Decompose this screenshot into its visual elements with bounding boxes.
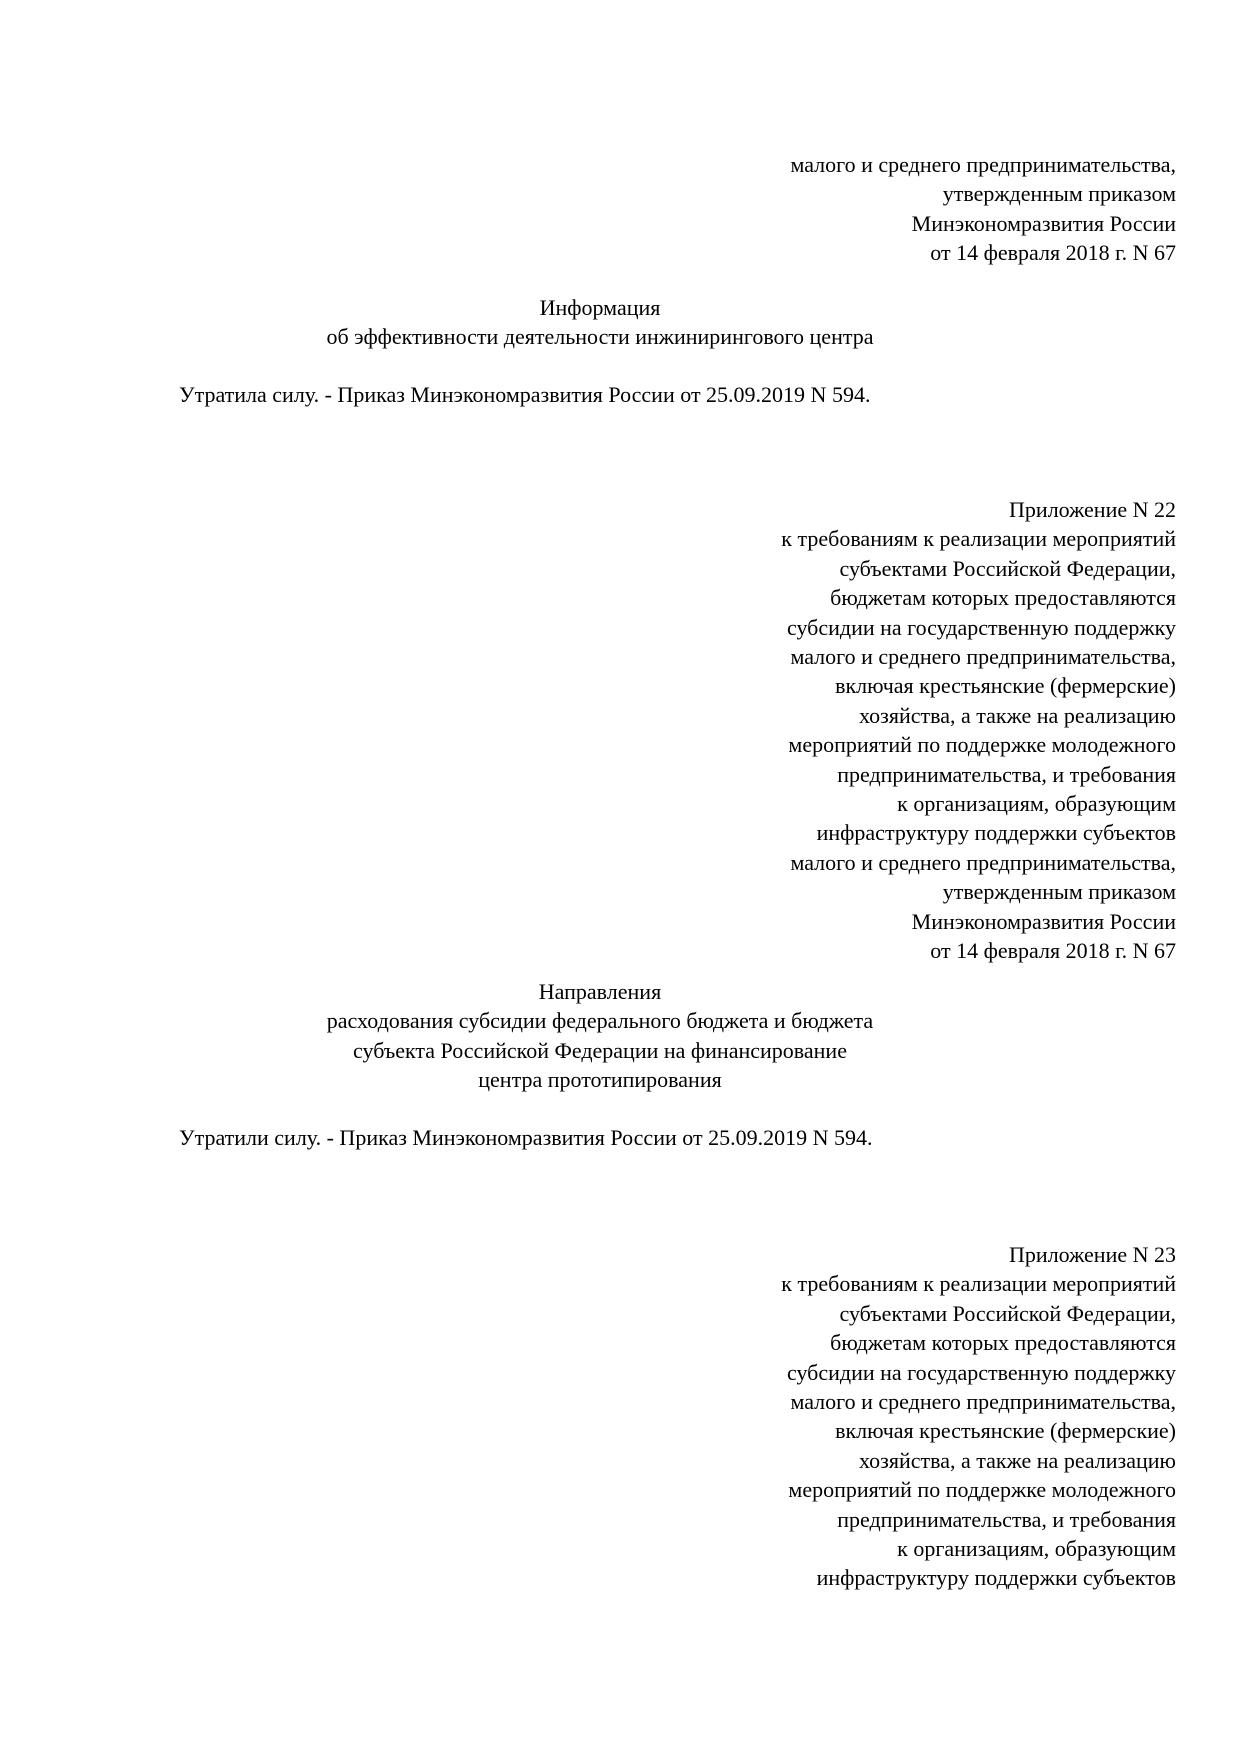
appendix22-line: инфраструктуру поддержки субъектов: [816, 820, 1176, 846]
appendix22-line: субсидии на государственную поддержку: [786, 614, 1176, 640]
top-approval-block: [790, 150, 1176, 268]
appendix23-line: малого и среднего предпринимательства,: [790, 1389, 1176, 1415]
appendix23-line: субсидии на государственную поддержку: [786, 1359, 1176, 1385]
appendix22-line: к организациям, образующим: [897, 791, 1176, 817]
appendix23-line: бюджетам которых предоставляются: [830, 1330, 1176, 1356]
section2-title-line: Направления: [538, 979, 662, 1004]
section1-repeal-note: Утратила силу. - Приказ Минэкономразвития России от 25.09.2019 N 594.: [179, 382, 871, 407]
appendix22-block: [781, 495, 1176, 966]
appendix22-line: предпринимательства, и требования: [837, 761, 1176, 787]
section2-title-line: расходования субсидии федерального бюджета и бюджета: [326, 1008, 874, 1034]
appendix22-line: утвержденным приказом: [942, 879, 1176, 905]
section1-title: [300, 293, 900, 352]
approval-line: Минэкономразвития России: [911, 210, 1176, 236]
appendix22-line: включая крестьянские (фермерские): [835, 673, 1176, 699]
approval-line: утвержденным приказом: [942, 181, 1176, 207]
appendix22-heading: Приложение N 22: [1009, 497, 1176, 522]
appendix23-line: включая крестьянские (фермерские): [835, 1418, 1176, 1444]
appendix22-line: малого и среднего предпринимательства,: [790, 849, 1176, 875]
section1-title-line: об эффективности деятельности инжинирингового центра: [326, 324, 874, 350]
appendix22-line: Минэкономразвития России: [911, 908, 1176, 934]
section2-repeal-note: Утратили силу. - Приказ Минэкономразвития России от 25.09.2019 N 594.: [179, 1125, 873, 1150]
appendix22-line: малого и среднего предпринимательства,: [790, 644, 1176, 670]
appendix23-heading: Приложение N 23: [1009, 1242, 1176, 1267]
appendix23-line: к организациям, образующим: [897, 1536, 1176, 1562]
appendix22-line: хозяйства, а также на реализацию: [859, 702, 1176, 728]
appendix23-line: предпринимательства, и требования: [837, 1506, 1176, 1532]
section2-title-line: субъекта Российской Федерации на финансирование: [353, 1037, 847, 1063]
appendix23-line: хозяйства, а также на реализацию: [859, 1447, 1176, 1473]
appendix23-line: мероприятий по поддержке молодежного: [788, 1477, 1176, 1503]
appendix22-line: бюджетам которых предоставляются: [830, 585, 1176, 611]
appendix22-line: от 14 февраля 2018 г. N 67: [930, 938, 1176, 964]
appendix23-block: [781, 1240, 1176, 1593]
appendix23-line: к требованиям к реализации мероприятий: [781, 1271, 1176, 1297]
appendix22-line: субъектами Российской Федерации,: [839, 555, 1176, 581]
section2-title-line: центра прототипирования: [478, 1067, 722, 1093]
section1-title-line: Информация: [539, 295, 661, 320]
approval-line: от 14 февраля 2018 г. N 67: [930, 240, 1176, 266]
appendix22-line: к требованиям к реализации мероприятий: [781, 526, 1176, 552]
appendix23-line: субъектами Российской Федерации,: [839, 1300, 1176, 1326]
approval-line: малого и среднего предпринимательства,: [790, 152, 1176, 177]
appendix22-line: мероприятий по поддержке молодежного: [788, 732, 1176, 758]
appendix23-line: инфраструктуру поддержки субъектов: [816, 1565, 1176, 1591]
section2-title: [300, 977, 900, 1095]
